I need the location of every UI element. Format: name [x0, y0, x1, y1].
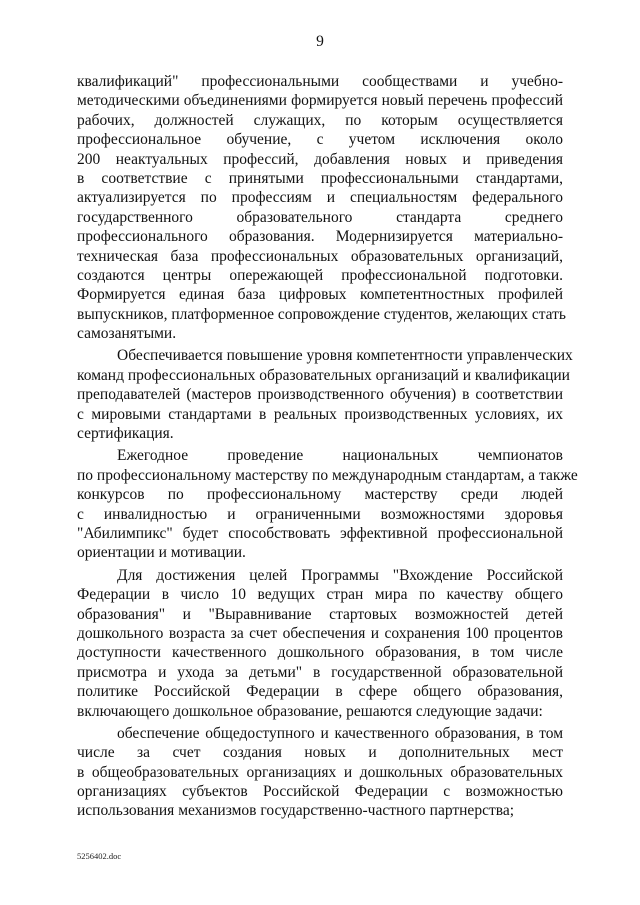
text-line: сертификация.	[77, 425, 174, 443]
text-line: организациях субъектов Российской Федерации с возможностью	[77, 783, 563, 801]
text-line: с инвалидностью и ограниченными возможностями здоровья	[77, 505, 563, 523]
text-line: конкурсов по профессиональному мастерству среди людей	[77, 486, 563, 504]
text-line: Для достижения целей Программы "Вхождение Российской	[117, 566, 563, 584]
text-line: 200 неактуальных профессий, добавления новых и приведения	[77, 150, 563, 168]
paragraph-3	[77, 446, 578, 562]
text-line: дошкольного возраста за счет обеспечения и сохранения 100 процентов	[77, 624, 563, 642]
text-line: техническая база профессиональных образовательных организаций,	[77, 247, 563, 265]
text-line: с мировыми стандартами в реальных производственных условиях, их	[77, 405, 563, 423]
text-line: актуализируется по профессиям и специальностям федерального	[77, 189, 563, 207]
footer-file-code: 5256402.doc	[77, 851, 122, 861]
paragraph-5	[77, 724, 563, 821]
text-line: самозанятыми.	[77, 325, 177, 343]
text-line: профессионального образования. Модернизируется материально-	[77, 228, 563, 246]
text-line: по профессиональному мастерству по международным стандартам, а также	[77, 466, 578, 484]
text-line: в общеобразовательных организациях и дошкольных образовательных	[77, 763, 563, 781]
text-line: рабочих, должностей служащих, по которым осуществляется	[77, 111, 563, 129]
text-line: использования механизмов государственно-частного партнерства;	[77, 802, 515, 820]
text-line: Формируется единая база цифровых компетентностных профилей	[77, 286, 563, 304]
text-line: доступности качественного дошкольного образования, в том числе	[77, 644, 563, 662]
text-line: Ежегодное проведение национальных чемпионатов	[117, 447, 563, 465]
text-line: в соответствие с принятыми профессиональными стандартами,	[77, 169, 563, 187]
text-line: образования" и "Выравнивание стартовых возможностей детей	[77, 605, 563, 623]
paragraph-4	[77, 566, 563, 721]
text-line: государственного образовательного стандарта среднего	[77, 208, 563, 226]
text-line: числе за счет создания новых и дополнительных мест	[77, 744, 563, 762]
text-line: методическими объединениями формируется новый перечень профессий	[77, 92, 563, 110]
text-line: Обеспечивается повышение уровня компетентности управленческих	[117, 347, 573, 365]
text-line: команд профессиональных образовательных организаций и квалификации	[77, 366, 570, 384]
document-body	[77, 72, 578, 821]
text-line: ориентации и мотивации.	[77, 544, 246, 562]
text-line: профессиональное обучение, с учетом исключения около	[77, 131, 563, 149]
text-line: обеспечение общедоступного и качественного образования, в том	[117, 724, 563, 742]
text-line: политике Российской Федерации в сфере общего образования,	[77, 683, 563, 701]
text-line: создаются центры опережающей профессиональной подготовки.	[77, 266, 563, 284]
text-line: преподавателей (мастеров производственного обучения) в соответствии	[77, 386, 563, 404]
text-line: Федерации в число 10 ведущих стран мира по качеству общего	[77, 586, 563, 604]
text-line: выпускников, платформенное сопровождение студентов, желающих стать	[77, 305, 566, 323]
paragraph-1	[77, 72, 566, 343]
page-number: 9	[316, 33, 324, 50]
text-line: включающего дошкольное образование, решаются следующие задачи:	[77, 702, 543, 720]
text-line: квалификаций" профессиональными сообществами и учебно-	[77, 73, 563, 90]
text-line: "Абилимпикс" будет способствовать эффективной профессиональной	[77, 524, 563, 542]
paragraph-2	[77, 346, 573, 443]
text-line: присмотра и ухода за детьми" в государственной образовательной	[77, 663, 563, 681]
